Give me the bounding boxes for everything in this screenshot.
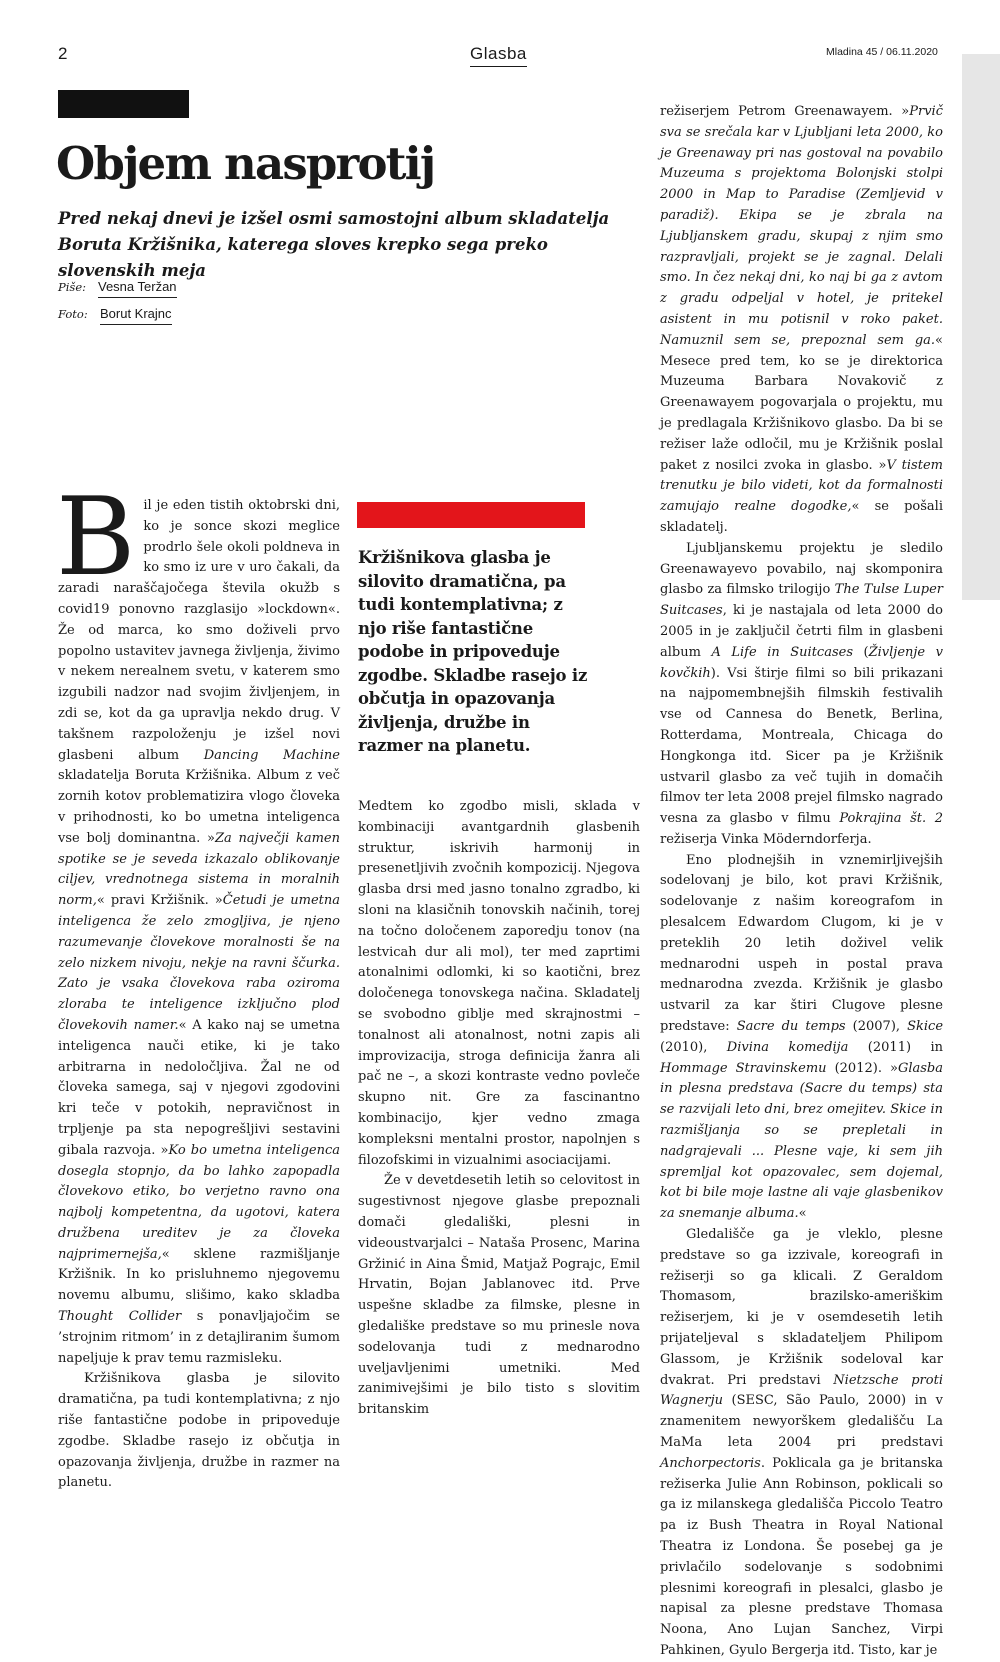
paragraph: režiserjem Petrom Greenawayem. »Prvič sva se srečala kar v Ljubljani leta 2000, ko je Greenaway pri nas gostoval na povabilo Muzeuma s projektoma Bolonjski stolpi 2000 in Map to Paradise (Zemljevid v paradiž). Ekipa se je zbrala na Ljubljanskem gradu, skupaj z njim smo razpravljali, projekt se je zagnal. Delali smo. In čez nekaj dni, ko naj bi ga z avtom z gradu odpeljal v hotel, je pritekel asistent in mu potisnil v roko paket. Namuznil sem se, prepoznal sem ga.« Mesece pred tem, ko se je direktorica Muzeuma Barbara Novakovič z Greenawayem pogovarjala o projektu, mu je predlagala Kržišnikovo glasbo. Da bi se režiser laže odločil, mu je Kržišnik poslal paket z nosilci zvoka in glasbo. »V tistem trenutku je bilo videti, kot da formalnosti zamujajo realne dogodke,« se pošali skladatelj. [660,104,943,535]
author-label: Piše: [58,280,86,294]
article-lede: Pred nekaj dnevi je izšel osmi samostojni album skladatelja Boruta Kržišnika, katerega sloves krepko sega preko slovenskih meja [58,209,610,280]
paragraph: Kržišnikova glasba je silovito dramatična, pa tudi kontemplativna; z njo riše fantastične podobe in pripoveduje zgodbe. Skladbe rasejo iz občutja in opazovanja življenja, družbe in razmer na planetu. [58,1371,340,1491]
article-column-2 [358,797,640,1421]
paragraph: Eno plodnejših in vznemirljivejših sodelovanj je bilo, kot pravi Kržišnik, sodelovanje z našim koreografom in plesalcem Edwardom Clugom, ki je v preteklih 20 letih doživel velik mednarodni uspeh in postal prava mednarodna zvezda. Kržišnik je glasbo ustvaril za kar štiri Clugove plesne predstave: Sacre du temps (2007), Skice (2010), Divina komedija (2011) in Hommage Stravinskemu (2012). »Glasba in plesna predstava (Sacre du temps) sta se razvijali leto dni, brez omejitev. Skice in razmišljanja so se prepletali in nadgrajevali ... Plesne vaje, ki sem jih spremljal kot opazovalec, sem dojemal, kot bi bile moje lastne ali vaje glasbenikov za snemanje albuma.« [660,852,944,1222]
page-number: 2 [58,44,68,63]
photographer-name: Borut Krajnc [100,306,172,325]
pullquote-bar [357,502,585,528]
article-column-1 [56,475,340,1494]
paragraph: Že v devetdesetih letih so celovitost in sugestivnost njegove glasbe prepoznali domači gledališki, plesni in videoustvarjalci – Nataša Prosenc, Marina Gržinić in Aina Šmid, Matjaž Pograjc, Emil Hrvatin, Bojan Jablanovec itd. Prve uspešne skladbe za filmske, plesne in gledališke predstave so mu prinesle nova sodelovanja tudi z mednarodno uveljavljenimi umetniki. Med zanimivejšimi je bilo tisto s slovitim britanskim [358,1173,640,1418]
drop-cap: B [56,475,136,600]
issue-info: Mladina 45 / 06.11.2020 [826,46,938,58]
photo-label: Foto: [58,307,88,321]
paragraph: Medtem ko zgodbo misli, sklada v kombinaciji avantgardnih glasbenih struktur, iskrivih harmonij in presenetljivih zvočnih kompozicij. Njegova glasba drsi med jasno tonalno zgradbo, ki sloni na klasičnih tonovskih načinih, torej na točno določenem zaporedju tonov (na lestvicah dur ali mol), ter med zaprtimi atonalnimi odlomki, ki so kaotični, brez določenega tonovskega načina. Skladatelj se svobodno giblje med skrajnostmi – tonalnost ali atonalnost, notni zapis ali improvizacija, stroga definicija žanra ali pač ne –, a skozi kontraste vedno povleče skupno nit. Gre za fascinantno kombinacijo, kjer vedno zmaga kompleksni mentalni prostor, napolnjen s filozofskimi in vizualnimi asociacijami. [358,799,640,1168]
section-label: Glasba [470,44,527,67]
page-edge-tab [962,54,1000,600]
author-name: Vesna Teržan [98,279,177,298]
title-bar [58,90,189,118]
pull-quote: Kržišnikova glasba je silovito dramatična, pa tudi kontemplativna; z njo riše fantastične podobe in pripoveduje zgodbe. Skladbe rasejo iz občutja in opazovanja življenja, družbe in razmer na planetu. [358,548,588,755]
article-column-3 [660,102,943,1662]
paragraph: Ljubljanskemu projektu je sledilo Greenawayevo povabilo, naj skomponira glasbo za filmsko trilogijo The Tulse Luper Suitcases, ki je nastajala od leta 2000 do 2005 in je zaključil četrti film in glasbeni album A Life in Suitcases (Življenje v kovčkih). Vsi štirje filmi so bili prikazani na najpomembnejših filmskih festivalih vse od Cannesa do Benetk, Berlina, Rotterdama, Montreala, Chicaga do Hongkonga itd. Sicer pa je Kržišnik ustvaril glasbo za več tujih in domačih filmov ter leta 2008 prejel filmsko nagrado vesna za glasbo v filmu Pokrajina št. 2 režiserja Vinka Möderndorferja. [660,540,944,847]
paragraph: Bil je eden tistih oktobrski dni, ko je sonce skozi meglice prodrlo šele okoli poldneva in ko smo iz ure v uro čakali, da zaradi naraščajočega števila okužb s covid19 ponovno razglasijo »lockdown«. Že od marca, ko smo doživeli prvo popolno ustavitev javnega življenja, živimo v nekem nerealnem svetu, v katerem smo izgubili nadzor nad svojim življenjem, in zdi se, kot da ga upravlja nekdo drug. V takšnem razpoloženju je izšel novi glasbeni album Dancing Machine skladatelja Boruta Kržišnika. Album z več zornih kotov problematizira vlogo človeka v prihodnosti, ko bo umetna inteligenca vse bolj dominantna. »Za največji kamen spotike se je seveda izkazalo oblikovanje ciljev, vrednotnega sistema in moralnih norm,« pravi Kržišnik. »Četudi je umetna inteligenca že zelo zmogljiva, je njeno razumevanje človekove moralnosti še na zelo nizkem nivoju, nekje na ravni ščurka. Zato je vsaka človekova raba oziroma zloraba te inteligence izključno plod človekovih namer.« A kako naj se umetna inteligenca nauči etike, ki je tako arbitrarna in nedoločljiva. Žal ne od človeka samega, saj v njegovi zgodovini kri teče v potokih, nepravičnost in trpljenje pa sta nepogrešljivi sestavini gibala razvoja. »Ko bo umetna inteligenca dosegla stopnjo, da bo lahko zapopadla človekovo etiko, bo verjetno ravno ona najbolj kompetentna, da ugotovi, katera družbena ureditev je za človeka najprimernejša,« sklene razmišljanje Kržišnik. In ko prisluhnemo njegovemu novemu albumu, slišimo, kako skladba Thought Collider s ponavljajočim se ’strojnim ritmom’ in z detajliranim šumom napeljuje k prav temu razmisleku. [56,475,340,1366]
paragraph: Gledališče ga je vleklo, plesne predstave so ga izzivale, koreografi in režiserji so ga klicali. Z Geraldom Thomasom, brazilsko-ameriškim režiserjem, ki je v osemdesetih letih prijateljeval s skladateljem Philipom Glassom, je Kržišnik sodeloval kar dvakrat. Pri predstavi Nietzsche proti Wagnerju (SESC, São Paulo, 2000) in v znamenitem newyorškem gledališču La MaMa leta 2004 pri predstavi Anchorpectoris. Poklicala ga je britanska režiserka Julie Ann Robinson, poklicali so ga iz milanskega gledališča Piccolo Teatro pa iz Bush Theatra in Royal National Theatra iz Londona. Še posebej ga je privlačilo sodelovanje s sodobnimi plesnimi koreografi in plesalci, glasbo je napisal za plesne predstave Thomasa Noona, Ano Lujan Sanchez, Virpi Pahkinen, Gyulo Bergerja itd. Tisto, kar je [660,1227,943,1658]
article-title: Objem nasprotij [56,137,435,190]
